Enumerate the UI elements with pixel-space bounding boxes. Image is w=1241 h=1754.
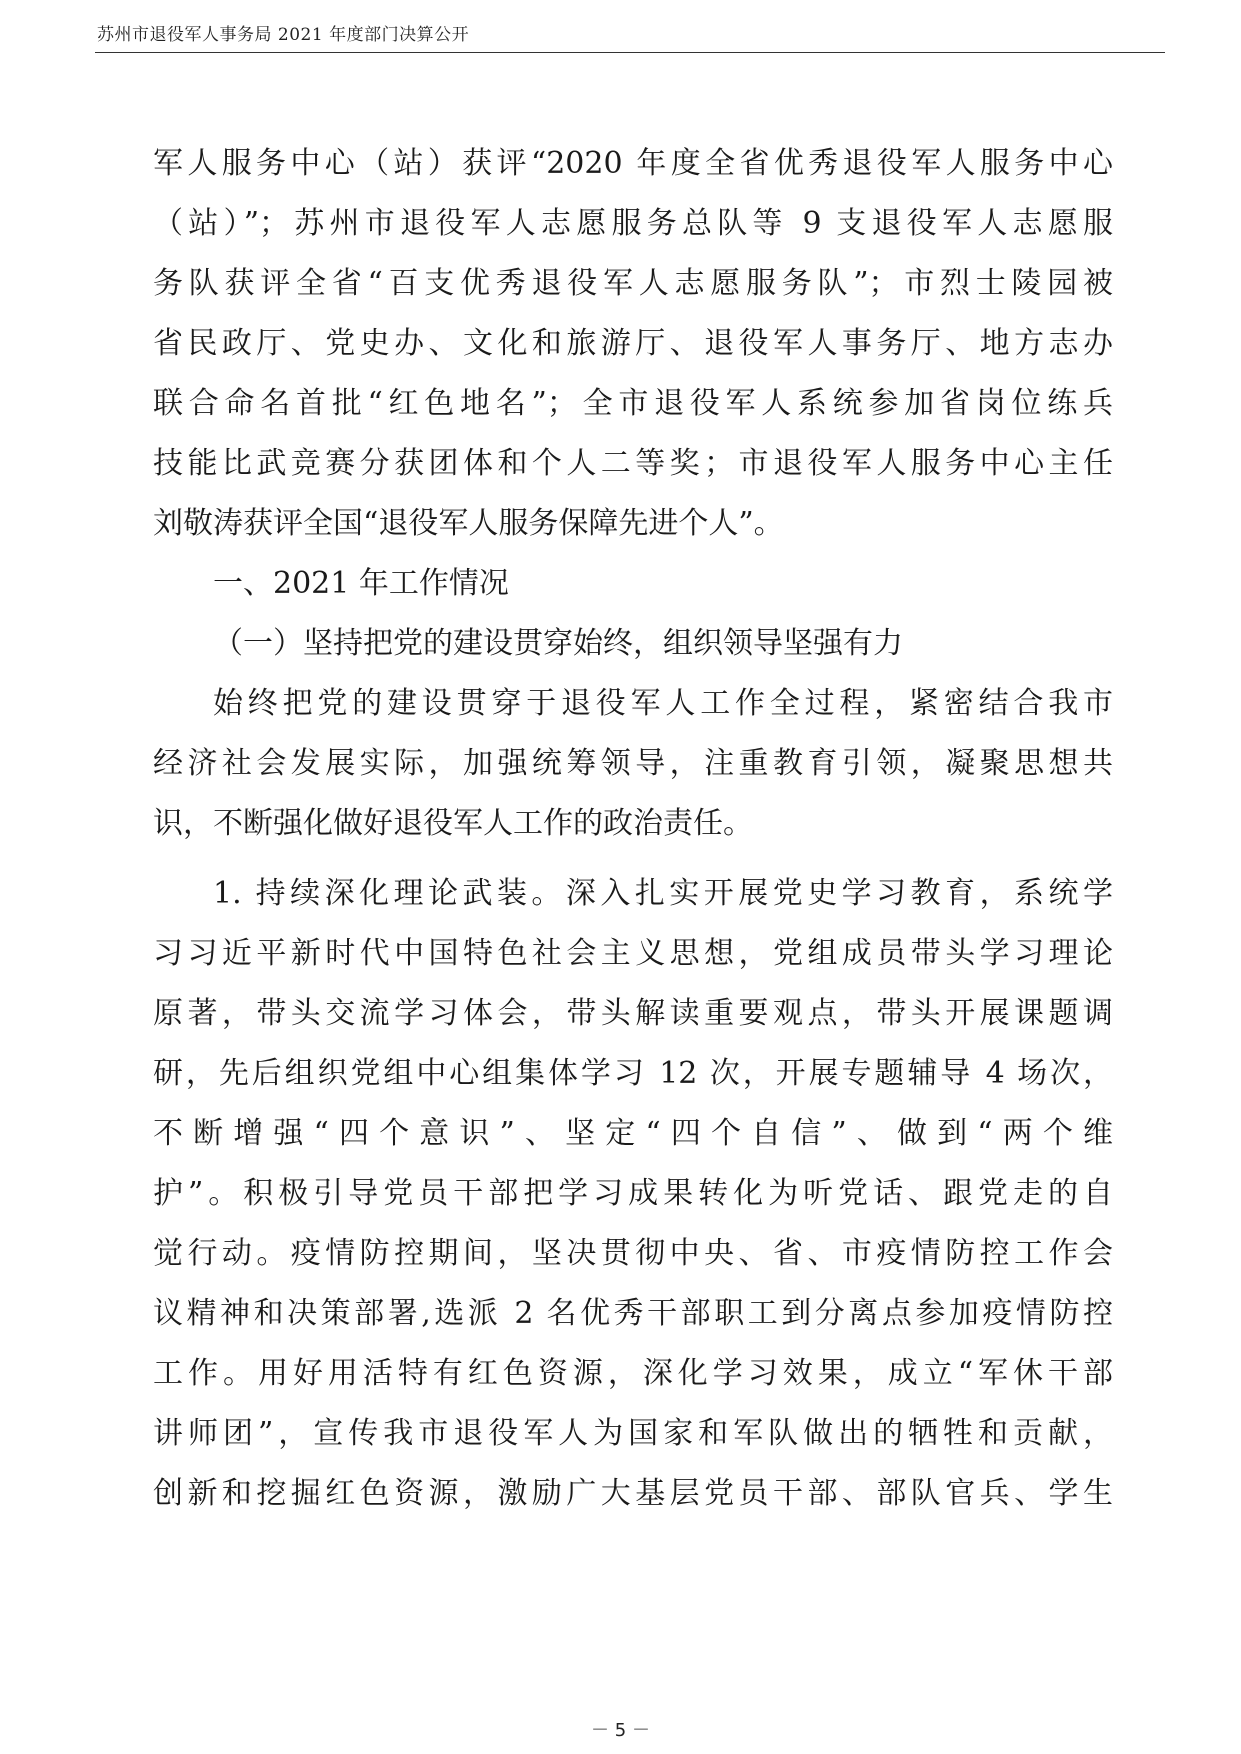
- paragraph-line: 识，不断强化做好退役军人工作的政治责任。: [153, 806, 753, 841]
- paragraph-line: 不断增强“四个意识”、坚定“四个自信”、做到“两个维: [153, 1116, 1113, 1151]
- header-rule: [95, 52, 1165, 53]
- paragraph-line: 1. 持续深化理论武装。深入扎实开展党史学习教育，系统学: [213, 876, 1113, 911]
- paragraph-line: 军人服务中心（站）获评“2020 年度全省优秀退役军人服务中心: [153, 146, 1113, 181]
- paragraph-line: 务队获评全省“百支优秀退役军人志愿服务队”；市烈士陵园被: [153, 266, 1113, 301]
- paragraph-line: （站）”；苏州市退役军人志愿服务总队等 9 支退役军人志愿服: [153, 206, 1113, 241]
- paragraph-line: 联合命名首批“红色地名”；全市退役军人系统参加省岗位练兵: [153, 386, 1113, 421]
- paragraph-line: 讲师团”，宣传我市退役军人为国家和军队做出的牺牲和贡献，: [153, 1416, 1113, 1451]
- paragraph-line: 省民政厅、党史办、文化和旅游厅、退役军人事务厅、地方志办: [153, 326, 1113, 361]
- paragraph-line: 技能比武竞赛分获团体和个人二等奖；市退役军人服务中心主任: [153, 446, 1113, 481]
- paragraph-line: 研，先后组织党组中心组集体学习 12 次，开展专题辅导 4 场次，: [153, 1056, 1113, 1091]
- paragraph-line: 议精神和决策部署,选派 2 名优秀干部职工到分离点参加疫情防控: [153, 1296, 1113, 1331]
- running-header: 苏州市退役军人事务局 2021 年度部门决算公开: [97, 25, 470, 45]
- paragraph-line: 觉行动。疫情防控期间，坚决贯彻中央、省、市疫情防控工作会: [153, 1236, 1113, 1271]
- paragraph-line: 经济社会发展实际，加强统筹领导，注重教育引领，凝聚思想共: [153, 746, 1113, 781]
- paragraph-line: 原著，带头交流学习体会，带头解读重要观点，带头开展课题调: [153, 996, 1113, 1031]
- paragraph-line: 习习近平新时代中国特色社会主义思想，党组成员带头学习理论: [153, 936, 1113, 971]
- section-heading: 一、2021 年工作情况: [213, 566, 509, 601]
- paragraph-line: 刘敬涛获评全国“退役军人服务保障先进个人”。: [153, 506, 784, 541]
- paragraph-line: 创新和挖掘红色资源，激励广大基层党员干部、部队官兵、学生: [153, 1476, 1113, 1511]
- page-number: － 5 －: [591, 1720, 650, 1741]
- paragraph-line: 始终把党的建设贯穿于退役军人工作全过程，紧密结合我市: [213, 686, 1113, 721]
- subsection-heading: （一）坚持把党的建设贯穿始终，组织领导坚强有力: [213, 626, 903, 661]
- paragraph-line: 工作。用好用活特有红色资源，深化学习效果，成立“军休干部: [153, 1356, 1113, 1391]
- paragraph-line: 护”。积极引导党员干部把学习成果转化为听党话、跟党走的自: [153, 1176, 1113, 1211]
